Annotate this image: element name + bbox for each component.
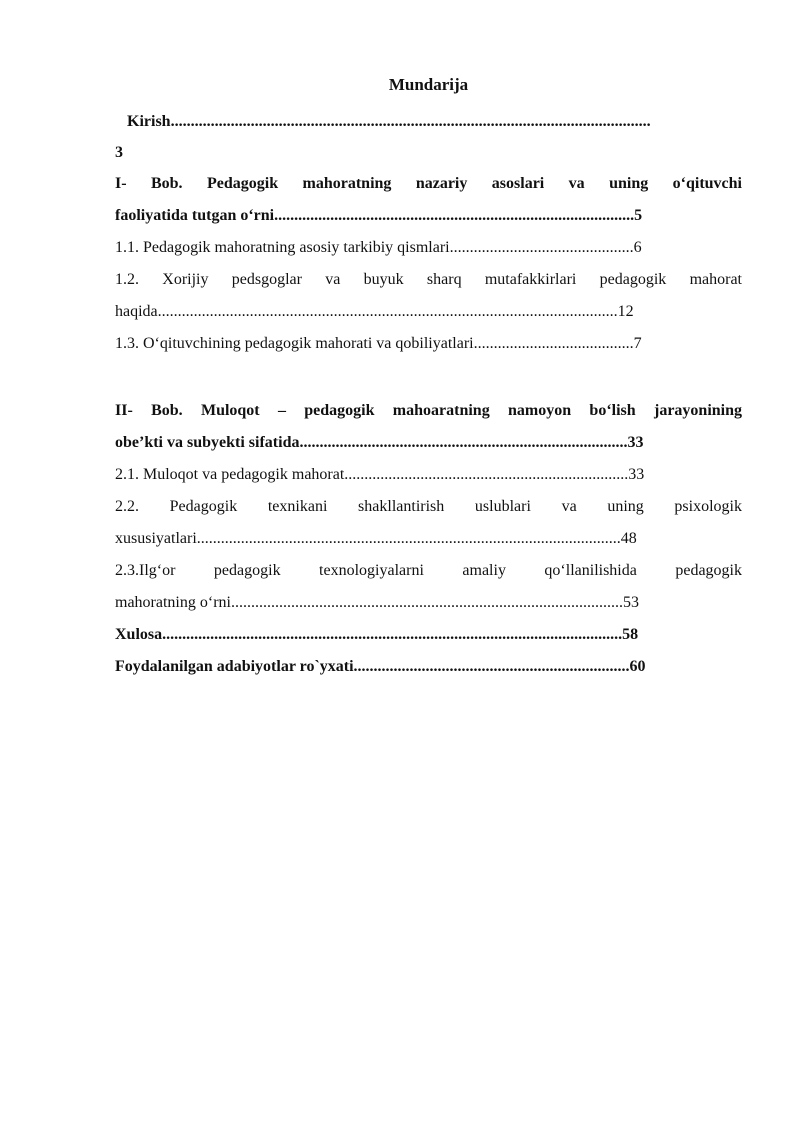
toc-entry-bob1-line1: I- Bob. Pedagogik mahoratning nazariy asoslari va uning o‘qituvchi xyxy=(115,175,742,192)
toc-entry-bob2-line2: obe’kti va subyekti sifatida..................................................................................33 xyxy=(115,434,644,451)
toc-entry-2-3-line2: mahoratning o‘rni..................................................................................................53 xyxy=(115,594,639,611)
page-title: Mundarija xyxy=(388,75,469,94)
toc-entry-bob1-line2: faoliyatida tutgan o‘rni..........................................................................................5 xyxy=(115,207,643,224)
toc-entry-2-2-line2: xususiyatlari..........................................................................................................48 xyxy=(115,530,637,547)
toc-entry-1-2-line1: 1.2. Xorijiy pedsgoglar va buyuk sharq mutafakkirlari pedagogik mahorat xyxy=(115,271,742,288)
toc-entry-1-2-line2: haqida...................................................................................................................12 xyxy=(115,303,634,320)
toc-entry-xulosa: Xulosa...................................................................................................................58 xyxy=(115,626,639,643)
toc-entry-2-1: 2.1. Muloqot va pedagogik mahorat.......................................................................33 xyxy=(115,466,645,483)
toc-entry-2-2-line1: 2.2. Pedagogik texnikani shakllantirish uslublari va uning psixologik xyxy=(115,498,742,515)
toc-entry-1-1: 1.1. Pedagogik mahoratning asosiy tarkibiy qismlari..............................................6 xyxy=(115,239,642,256)
toc-entry-kirish: Kirish........................................................................................................................ xyxy=(127,113,651,130)
toc-entry-2-3-line1: 2.3.Ilg‘or pedagogik texnologiyalarni amaliy qo‘llanilishida pedagogik xyxy=(115,562,742,579)
toc-entry-bob2-line1: II- Bob. Muloqot – pedagogik mahoaratning namoyon bo‘lish jarayonining xyxy=(115,402,742,419)
toc-page-kirish: 3 xyxy=(115,144,123,161)
toc-entry-1-3: 1.3. O‘qituvchining pedagogik mahorati va qobiliyatlari........................................7 xyxy=(115,335,642,352)
toc-entry-adabiyotlar: Foydalanilgan adabiyotlar ro`yxati.....................................................................60 xyxy=(115,658,646,675)
